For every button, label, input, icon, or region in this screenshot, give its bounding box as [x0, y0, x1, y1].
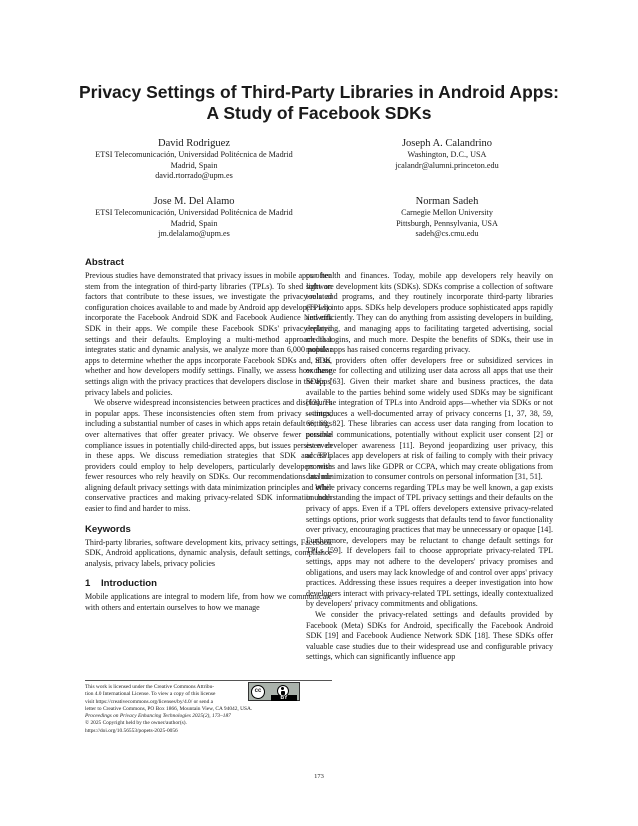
author-email[interactable]: sadeh@cs.cmu.edu	[415, 229, 479, 239]
keywords-heading: Keywords	[85, 523, 131, 535]
section-title: Introduction	[101, 578, 157, 590]
author-email[interactable]: jcalandr@alumni.princeton.edu	[395, 160, 499, 170]
cc-icon: cc	[251, 685, 265, 699]
author-location: Pittsburgh, Pennsylvania, USA	[396, 218, 498, 228]
author-affiliation: ETSI Telecomunicación, Universidad Politécnica de Madrid	[95, 208, 293, 217]
page-number: 173	[314, 773, 324, 780]
title-line-2: A Study of Facebook SDKs	[206, 103, 432, 123]
abstract-paragraph-1: Previous studies have demonstrated that privacy issues in mobile apps often stem from the integration of third-party libraries (TPLs). To shed light on factors that contribute to these issues, we investigate the privacy-related configuration choices available to and made by Android app developers who incorporate the Facebook Android SDK and Facebook Audience Network SDK in their apps. We compile these Facebook SDKs' privacy-related settings and their defaults. Employing a multi-method approach that integrates static and dynamic analysis, we analyze more than 6,000 popular apps to determine whether the apps incorporate Facebook SDKs and, if so, whether and how developers modify settings. Finally, we assess how these settings align with the privacy practices that developers disclose in the apps' privacy labels and policies.	[85, 271, 332, 397]
author-name: Norman Sadeh	[415, 196, 479, 207]
footnote-line: This work is licensed under the Creative Commons Attribu-	[85, 684, 215, 690]
footnote-proceedings: Proceedings on Privacy Enhancing Technologies 2025(2), 173–187	[85, 713, 231, 720]
cc-by-license-icon	[248, 682, 300, 701]
author-affiliation: Washington, D.C., USA	[407, 150, 487, 159]
footnote-copyright: © 2025 Copyright held by the owner/author(s).	[85, 720, 187, 727]
author-block-4	[334, 195, 560, 240]
section-number: 1	[85, 578, 91, 590]
by-label: BY	[271, 695, 297, 701]
footnote-doi[interactable]: https://doi.org/10.56553/popets-2025-0056	[85, 727, 178, 734]
keywords-text: Third-party libraries, software development kits, privacy settings, Facebook SDK, Android applications, dynamic analysis, default settings, compliance analysis, privacy labels, privacy policies	[85, 537, 332, 568]
introduction-heading	[85, 578, 332, 590]
author-block-2	[334, 137, 560, 171]
author-name: Jose M. Del Alamo	[153, 196, 235, 207]
right-column	[306, 271, 553, 663]
author-email[interactable]: david.rtorrado@upm.es	[155, 171, 233, 181]
introduction-paragraph-1-continued: our health and finances. Today, mobile app developers rely heavily on software development kits (SDKs). SDKs comprise a collection of software tools and programs, and they routinely incorporate third-party libraries (TPLs) into apps. SDKs help developers produce sophisticated apps rapidly and efficiently. They can do anything from assisting developers in building, deploying, and managing apps to facilitating targeted advertising, social media logins, and much more. Despite the benefits of SDKs, their use in mobile apps has raised concerns regarding privacy.	[306, 271, 553, 355]
author-name: Joseph A. Calandrino	[401, 138, 493, 149]
introduction-paragraph-4: We consider the privacy-related settings and defaults provided by Facebook (Meta) SDKs for Android, specifically the Facebook Android SDK [19] and Facebook Audience Network SDK [18]. These SDKs offer valuable case studies due to their widespread use and configurable privacy settings, which can significantly influence app	[306, 610, 553, 662]
author-affiliation: Carnegie Mellon University	[401, 208, 493, 217]
title-line-1: Privacy Settings of Third-Party Libraries in Android Apps:	[78, 82, 560, 102]
introduction-paragraph-3: While privacy concerns regarding TPLs may be well known, a gap exists in understanding the impact of TPL privacy settings and their defaults on the privacy of apps. Even if a TPL offers developers extensive privacy-related settings options, prior work suggests that defaults tend to favor functionality over privacy, encouraging practices that may be unnecessary or opaque [14]. Furthermore, developers may be reluctant to change default settings for TPLs [59]. If developers fail to choose appropriate privacy-related TPL settings, apps may not adhere to the developers' privacy promises and obligations, and users may lack knowledge of and control over apps' privacy practices. Addressing these issues requires a deeper investigation into how developers interact with privacy-related TPL settings, ideally contextualized by developers' privacy commitments and obligations.	[306, 482, 553, 609]
author-location: Madrid, Spain	[170, 160, 218, 170]
footnote-line[interactable]: visit https://creativecommons.org/licenses/by/4.0/ or send a	[85, 698, 214, 705]
author-block-1	[60, 137, 328, 182]
author-affiliation: ETSI Telecomunicación, Universidad Politécnica de Madrid	[95, 150, 293, 159]
introduction-paragraph-1-start: Mobile applications are integral to modern life, from how we communicate with others and entertain ourselves to how we manage	[85, 592, 332, 613]
author-location: Madrid, Spain	[170, 218, 218, 228]
footnote-line: tion 4.0 International License. To view a copy of this license	[85, 691, 216, 698]
author-name: David Rodriguez	[157, 138, 231, 149]
author-block-3	[60, 195, 328, 240]
abstract-heading: Abstract	[85, 257, 124, 268]
abstract-paragraph-2: We observe widespread inconsistencies between practices and disclosures in popular apps. These inconsistencies often stem from privacy settings, including a substantial number of cases in which apps retain default settings over alternatives that offer greater privacy. We observe fewer possible compliance issues in potentially child-directed apps, but issues persist even in these apps. We discuss remediation strategies that SDK and TPL providers could employ to help developers, particularly developers with fewer resources who rely heavily on SDKs. Our recommendations include aligning default privacy settings with data minimization principles and other conservative practices and making privacy-related SDK information both easier to find and harder to miss.	[85, 398, 332, 514]
footnote-line: letter to Creative Commons, PO Box 1866, Mountain View, CA 94042, USA.	[85, 705, 253, 712]
left-column	[85, 257, 332, 614]
paper-title	[60, 82, 578, 124]
introduction-paragraph-2: SDK providers often offer developers free or subsidized services in exchange for collecting and utilizing user data across all apps that use their SDKs [63]. Given their market share and business practices, the data available to the parties behind some widely used SDKs may be significant [63]. The integration of TPLs into Android apps—whether via SDKs or not—introduces a well-documented array of privacy concerns [1, 37, 38, 59, 66, 68, 82]. These libraries can access user data ranging from location to personal communications, potentially without explicit user consent [2] or even developer awareness [11]. Beyond jeopardizing user privacy, this access places app developers at risk of failing to comply with their privacy promises and laws like GDPR or CCPA, which may create obligations from data minimization to consumer controls on personal information [31, 51].	[306, 355, 553, 482]
author-email[interactable]: jm.delalamo@upm.es	[158, 229, 230, 239]
